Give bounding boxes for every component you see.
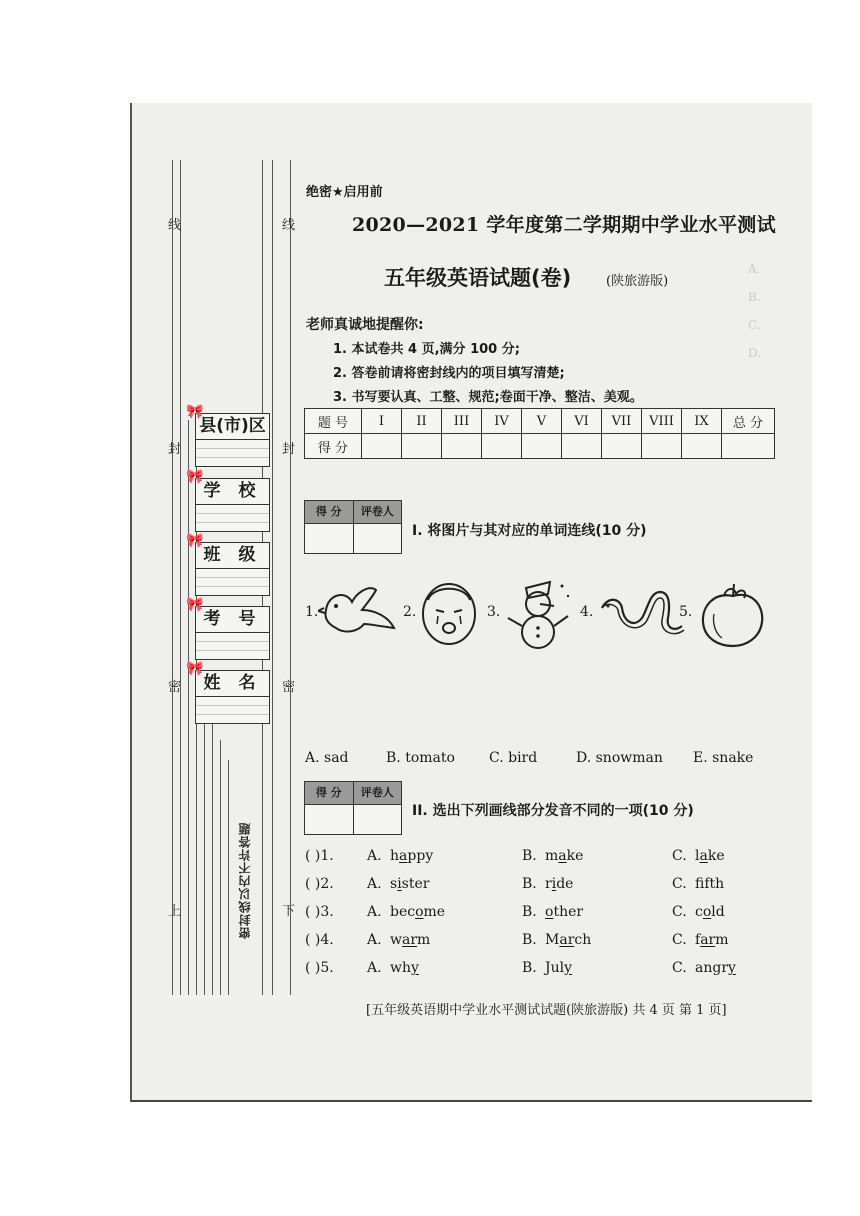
picture-number: 5. <box>679 604 693 620</box>
bleed-through-text: B. <box>748 290 761 304</box>
binding-notice: 密封线以内不许答题 <box>238 822 252 939</box>
page-footer: [五年级英语期中学业水平测试试题(陕旅游版) 共 4 页 第 1 页] <box>366 1003 727 1018</box>
tomato-icon <box>698 580 768 650</box>
grader-box-section1 <box>304 500 402 554</box>
ribbon-icon: 🎀 <box>186 597 204 613</box>
field-lines <box>196 633 269 659</box>
binding-line <box>172 160 173 995</box>
bleed-through-text: D. <box>748 346 762 360</box>
snowman-icon <box>504 574 574 650</box>
grader-name-label: 评卷人 <box>360 505 394 518</box>
option-word: warm <box>390 932 431 948</box>
option-letter: A. <box>367 876 382 892</box>
option-word: cold <box>695 904 725 920</box>
binding-line <box>228 760 229 995</box>
option-letter: B. <box>522 848 537 864</box>
score-cell[interactable] <box>402 434 442 459</box>
answer-blank[interactable]: ( )5. <box>305 960 334 976</box>
binding-line <box>204 700 205 995</box>
picture-number: 3. <box>487 604 501 620</box>
field-lines <box>196 697 269 723</box>
school-field-label: 学 校 <box>196 479 269 505</box>
reminder-item: 1. 本试卷共 4 页,满分 100 分; <box>333 342 520 357</box>
option-word: angry <box>695 960 736 976</box>
option-word: ffth <box>695 876 725 892</box>
reminder-heading: 老师真诚地提醒你: <box>306 317 424 333</box>
score-table <box>304 408 775 459</box>
binding-line <box>220 740 221 995</box>
option-letter: C. <box>672 848 687 864</box>
score-cell[interactable] <box>362 434 402 459</box>
picture-number: 1. <box>305 604 319 620</box>
bird-icon <box>318 580 398 640</box>
option-word: other <box>545 904 584 920</box>
option-letter: A. <box>367 848 382 864</box>
answer-blank[interactable]: ( )2. <box>305 876 334 892</box>
score-cell[interactable] <box>722 434 775 459</box>
table-cell: VI <box>562 409 602 434</box>
grader-score-label: 得 分 <box>305 782 354 804</box>
binding-label-down: 下 <box>282 904 296 919</box>
option-word: July <box>545 960 573 976</box>
picture-number: 4. <box>580 604 594 620</box>
score-cell[interactable] <box>442 434 482 459</box>
picture-number: 2. <box>403 604 417 620</box>
word-choice: C. bird <box>489 750 538 766</box>
table-cell: 题 号 <box>305 409 362 434</box>
score-cell[interactable] <box>562 434 602 459</box>
option-letter: B. <box>522 876 537 892</box>
score-cell[interactable] <box>482 434 522 459</box>
county-field[interactable] <box>186 404 270 467</box>
class-field-label: 班 级 <box>196 543 269 569</box>
snake-icon <box>596 582 686 636</box>
binding-line <box>180 160 181 995</box>
exam-edition: (陕旅游版) <box>606 274 669 289</box>
question-row <box>305 904 735 926</box>
table-cell: I <box>362 409 402 434</box>
question-row <box>305 960 735 982</box>
bleed-through-text: C. <box>748 318 761 332</box>
option-letter: C. <box>672 960 687 976</box>
grader-name-cell[interactable] <box>354 805 402 834</box>
grader-score-cell[interactable] <box>305 524 354 553</box>
table-cell: V <box>522 409 562 434</box>
option-word: farm <box>695 932 729 948</box>
question-row <box>305 876 735 898</box>
option-letter: A. <box>367 904 382 920</box>
score-cell[interactable] <box>682 434 722 459</box>
score-cell[interactable] <box>642 434 682 459</box>
table-cell: 总 分 <box>722 409 775 434</box>
binding-line <box>272 160 273 995</box>
table-cell: 得 分 <box>305 434 362 459</box>
score-cell[interactable] <box>602 434 642 459</box>
table-cell: IV <box>482 409 522 434</box>
option-letter: C. <box>672 876 687 892</box>
grader-name-label: 评卷人 <box>360 786 394 799</box>
score-table-header-row <box>305 409 775 434</box>
section1-title: I. 将图片与其对应的单词连线(10 分) <box>412 523 647 539</box>
section2-title: II. 选出下列画线部分发音不同的一项(10 分) <box>412 803 694 819</box>
county-field-label: 县(市)区 <box>196 414 269 440</box>
option-word: make <box>545 848 584 864</box>
word-choice: A. sad <box>305 750 349 766</box>
binding-line <box>290 160 291 995</box>
exam-number-field[interactable] <box>186 597 270 660</box>
field-lines <box>196 569 269 595</box>
ribbon-icon: 🎀 <box>186 469 204 485</box>
exam-title: 2020—2021 学年度第二学期期中学业水平测试 <box>352 214 776 236</box>
option-word: March <box>545 932 592 948</box>
option-letter: C. <box>672 904 687 920</box>
field-lines <box>196 505 269 531</box>
table-cell: VIII <box>642 409 682 434</box>
binding-line <box>212 720 213 995</box>
table-cell: II <box>402 409 442 434</box>
score-table-score-row <box>305 434 775 459</box>
answer-blank[interactable]: ( )3. <box>305 904 334 920</box>
word-choice: D. snowman <box>576 750 663 766</box>
binding-label-up: 上 <box>168 904 182 919</box>
binding-label-line: 线 <box>168 218 182 233</box>
option-letter: A. <box>367 960 382 976</box>
binding-label-line: 线 <box>282 218 296 233</box>
grader-name-cell[interactable] <box>354 524 402 553</box>
word-choice: B. tomato <box>386 750 455 766</box>
option-word: why <box>390 960 419 976</box>
name-field[interactable] <box>186 661 270 724</box>
table-cell: IX <box>682 409 722 434</box>
option-word: ride <box>545 876 574 892</box>
option-letter: B. <box>522 960 537 976</box>
score-cell[interactable] <box>522 434 562 459</box>
reminder-item: 3. 书写要认真、工整、规范;卷面干净、整洁、美观。 <box>333 390 643 405</box>
binding-label-seal: 封 <box>168 442 182 457</box>
exam-subtitle: 五年级英语试题(卷) <box>384 266 572 290</box>
school-field[interactable] <box>186 469 270 532</box>
answer-blank[interactable]: ( )1. <box>305 848 334 864</box>
grader-score-label: 得 分 <box>305 501 354 523</box>
table-cell: VII <box>602 409 642 434</box>
option-letter: B. <box>522 932 537 948</box>
question-row <box>305 932 735 954</box>
option-word: sister <box>390 876 430 892</box>
option-letter: C. <box>672 932 687 948</box>
table-cell: III <box>442 409 482 434</box>
ribbon-icon: 🎀 <box>186 661 204 677</box>
crying-face-icon <box>418 578 480 648</box>
binding-label-seal: 封 <box>282 442 296 457</box>
answer-blank[interactable]: ( )4. <box>305 932 334 948</box>
ribbon-icon: 🎀 <box>186 404 204 420</box>
binding-line <box>188 420 189 995</box>
class-field[interactable] <box>186 533 270 596</box>
option-word: lake <box>695 848 725 864</box>
ribbon-icon: 🎀 <box>186 533 204 549</box>
name-field-label: 姓 名 <box>196 671 269 697</box>
exam-number-field-label: 考 号 <box>196 607 269 633</box>
grader-box-section2 <box>304 781 402 835</box>
option-word: become <box>390 904 446 920</box>
field-lines <box>196 440 269 466</box>
grader-score-cell[interactable] <box>305 805 354 834</box>
bleed-through-text: A. <box>748 262 761 276</box>
option-word: happy <box>390 848 434 864</box>
question-row <box>305 848 735 870</box>
word-choice: E. snake <box>693 750 754 766</box>
confidential-mark: 绝密★启用前 <box>306 185 383 200</box>
option-letter: B. <box>522 904 537 920</box>
reminder-item: 2. 答卷前请将密封线内的项目填写清楚; <box>333 366 565 381</box>
option-letter: A. <box>367 932 382 948</box>
binding-label-mi: 密 <box>168 680 182 695</box>
binding-label-mi: 密 <box>282 680 296 695</box>
